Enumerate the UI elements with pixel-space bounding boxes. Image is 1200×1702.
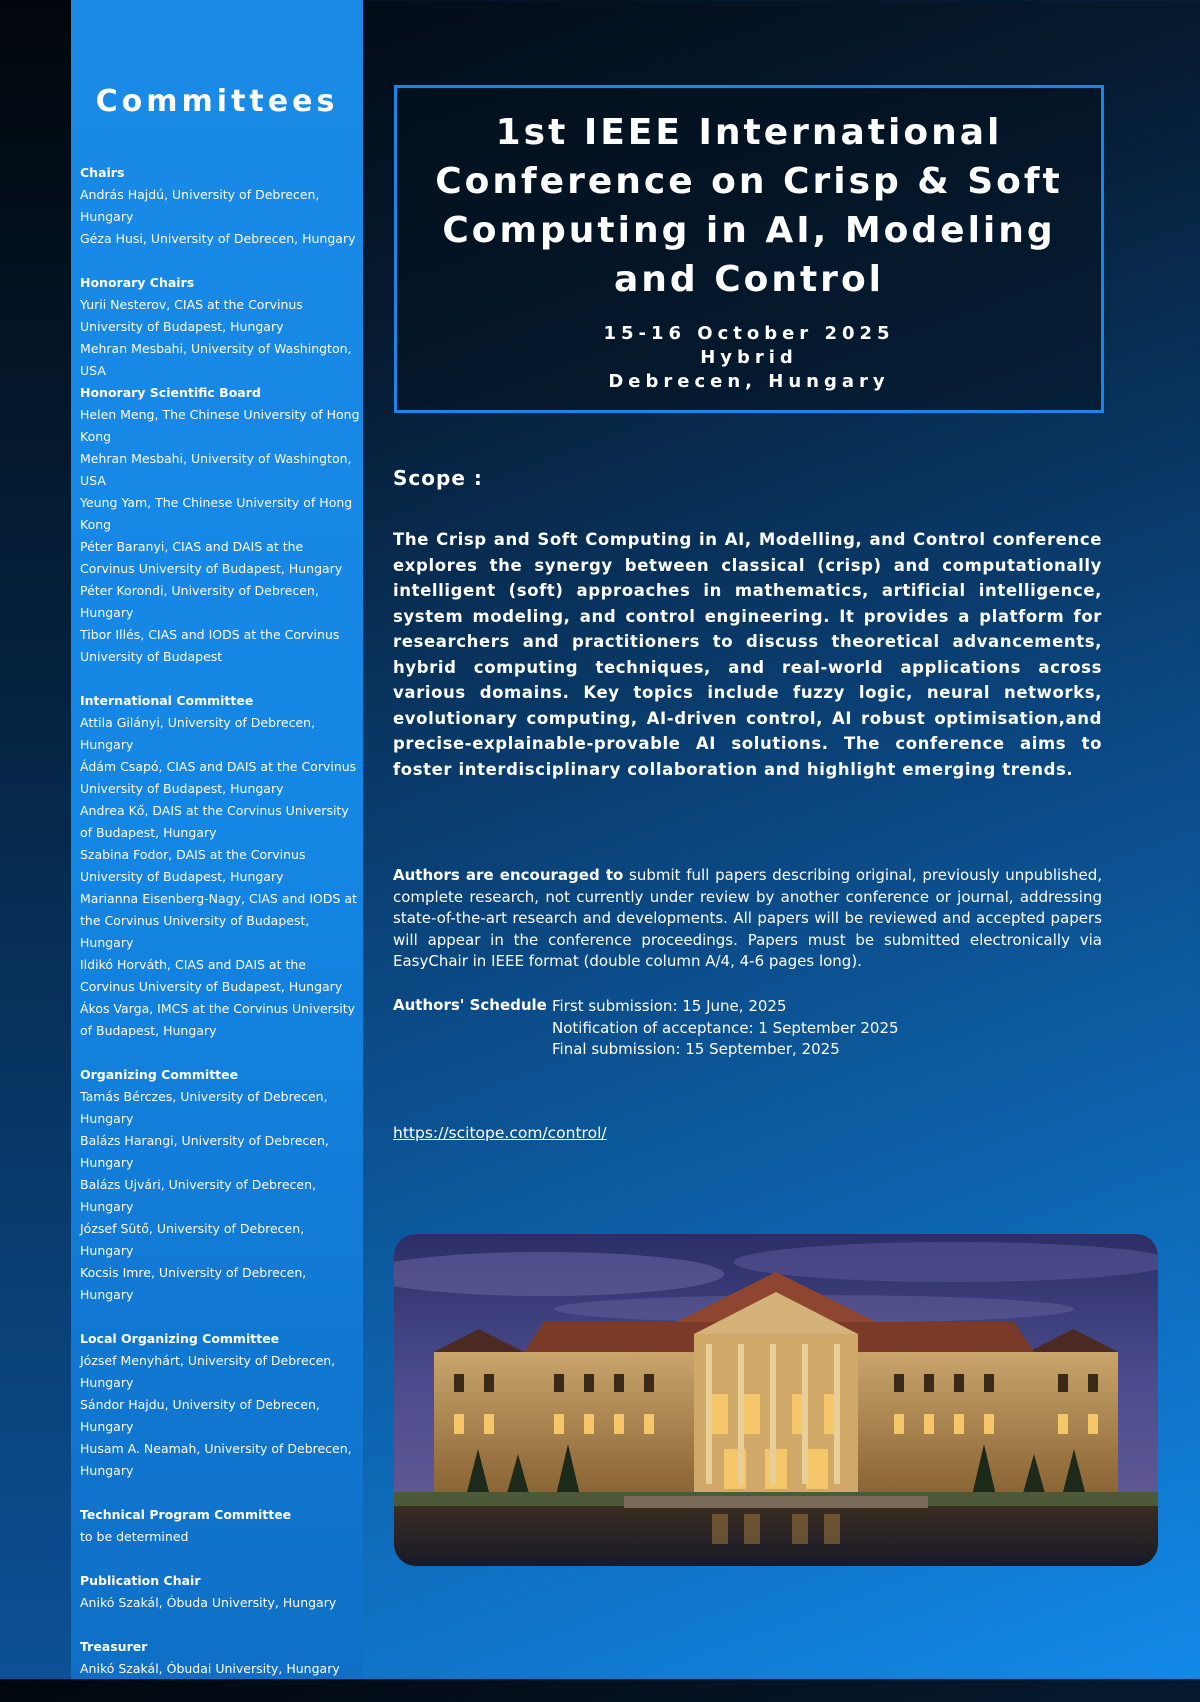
- committee-member: Anikó Szakál, Óbudai University, Hungary: [80, 1661, 340, 1676]
- committees-sidebar: [71, 0, 363, 1679]
- committee-member: Yeung Yam, The Chinese University of Hong Kong: [80, 495, 353, 532]
- committee-heading: International Committee: [80, 693, 254, 708]
- committee-member: András Hajdú, University of Debrecen, Hungary: [80, 187, 320, 224]
- committee-member: József Menyhárt, University of Debrecen, Hungary: [80, 1353, 336, 1390]
- committee-member: Anikó Szakál, Óbuda University, Hungary: [80, 1595, 337, 1610]
- conference-mode: Hybrid: [700, 347, 798, 368]
- committee-member: Ádám Csapó, CIAS and DAIS at the Corvinus University of Budapest, Hungary: [80, 759, 357, 796]
- schedule-item: Notification of acceptance: 1 September 2025: [552, 1018, 899, 1037]
- committee-member: Tibor Illés, CIAS and IODS at the Corvinus University of Budapest: [80, 627, 340, 664]
- committee-section: [80, 1636, 360, 1680]
- committee-member: Balázs Harangi, University of Debrecen, Hungary: [80, 1133, 329, 1170]
- authors-paragraph: [393, 865, 1102, 973]
- committee-member: Mehran Mesbahi, University of Washington, USA: [80, 451, 352, 488]
- committee-member: Ildikó Horváth, CIAS and DAIS at the Corvinus University of Budapest, Hungary: [80, 957, 343, 994]
- committee-member: Kocsis Imre, University of Debrecen, Hungary: [80, 1265, 307, 1302]
- committee-section: [80, 1064, 360, 1306]
- conference-title-box: [394, 85, 1104, 413]
- committee-member: Andrea Kő, DAIS at the Corvinus University of Budapest, Hungary: [80, 803, 349, 840]
- committee-heading: Publication Chair: [80, 1573, 201, 1588]
- university-building-photo: [394, 1234, 1158, 1566]
- committee-heading: Honorary Scientific Board: [80, 385, 261, 400]
- conference-title: 1st IEEE International Conference on Crisp & Soft Computing in AI, Modeling and Control: [435, 112, 1063, 300]
- conference-location: Debrecen, Hungary: [608, 371, 890, 392]
- committee-heading: Local Organizing Committee: [80, 1331, 280, 1346]
- committee-heading: Organizing Committee: [80, 1067, 239, 1082]
- committee-list: [80, 162, 360, 1702]
- committee-member: Szabina Fodor, DAIS at the Corvinus University of Budapest, Hungary: [80, 847, 306, 884]
- schedule-item: Final submission: 15 September, 2025: [552, 1040, 840, 1058]
- committee-member: Husam A. Neamah, University of Debrecen, Hungary: [80, 1441, 352, 1478]
- committee-member: Attila Gilányi, University of Debrecen, Hungary: [80, 715, 316, 752]
- committee-member: Helen Meng, The Chinese University of Hong Kong: [80, 407, 360, 444]
- committee-heading: Technical Program Committee: [80, 1507, 292, 1522]
- committee-member: Tamás Bérczes, University of Debrecen, Hungary: [80, 1089, 328, 1126]
- authors-lead: Authors are encouraged to: [393, 866, 624, 884]
- committee-heading: Honorary Chairs: [80, 275, 195, 290]
- committee-section: [80, 272, 360, 382]
- committee-section: [80, 1504, 360, 1548]
- scope-text: The Crisp and Soft Computing in AI, Modelling, and Control conference explores the synergy between classical (crisp) and computationally intelligent (soft) approaches in mathematics, artificial intelligence, system modeling, and control engineering. It provides a platform for researchers and practitioners to discuss theoretical advancements, hybrid computing techniques, and real-world applications across various domains. Key topics include fuzzy logic, neural networks, evolutionary computing, AI-driven control, AI robust optimisation,and precise-explainable-provable AI solutions. The conference aims to foster interdisciplinary collaboration and highlight emerging trends.: [393, 530, 1102, 779]
- committee-member: Péter Baranyi, CIAS and DAIS at the Corvinus University of Budapest, Hungary: [80, 539, 343, 576]
- committee-member: Ákos Varga, IMCS at the Corvinus University of Budapest, Hungary: [80, 1001, 356, 1038]
- schedule-item: First submission: 15 June, 2025: [552, 997, 787, 1015]
- schedule-label: Authors' Schedule: [393, 996, 547, 1014]
- committee-heading: Chairs: [80, 165, 125, 180]
- committee-section: [80, 1570, 360, 1614]
- committee-section: [80, 382, 360, 668]
- conference-website-link[interactable]: https://scitope.com/control/: [393, 1124, 607, 1142]
- committee-member: Yurii Nesterov, CIAS at the Corvinus University of Budapest, Hungary: [80, 297, 303, 334]
- authors-body: submit full papers describing original, previously unpublished, complete research, not currently under review by another conference or journal, addressing state-of-the-art research and developments. All papers will be reviewed and accepted papers will appear in the conference proceedings. Papers must be submitted electronically via EasyChair in IEEE format (double column A/4, 4-6 pages long).: [393, 866, 1103, 970]
- sidebar-title: Committees: [95, 84, 339, 119]
- committee-member: to be determined: [80, 1529, 189, 1544]
- committee-member: József Sütő, University of Debrecen, Hungary: [80, 1221, 305, 1258]
- committee-section: [80, 690, 360, 1042]
- committee-heading: Treasurer: [80, 1639, 148, 1654]
- committee-member: Sándor Hajdu, University of Debrecen, Hungary: [80, 1397, 320, 1434]
- conference-date: 15-16 October 2025: [603, 323, 895, 344]
- committee-member: Marianna Eisenberg-Nagy, CIAS and IODS at the Corvinus University of Budapest, Hungary: [80, 891, 357, 950]
- committee-section: [80, 1328, 360, 1482]
- left-dark-strip: [0, 0, 71, 1679]
- committee-section: [80, 162, 360, 250]
- committee-member: Mehran Mesbahi, University of Washington, USA: [80, 341, 352, 378]
- committee-member: Balázs Ujvári, University of Debrecen, Hungary: [80, 1177, 316, 1214]
- committee-member: Géza Husi, University of Debrecen, Hungary: [80, 231, 356, 246]
- scope-heading: Scope :: [393, 466, 483, 490]
- committee-member: Péter Korondi, University of Debrecen, Hungary: [80, 583, 319, 620]
